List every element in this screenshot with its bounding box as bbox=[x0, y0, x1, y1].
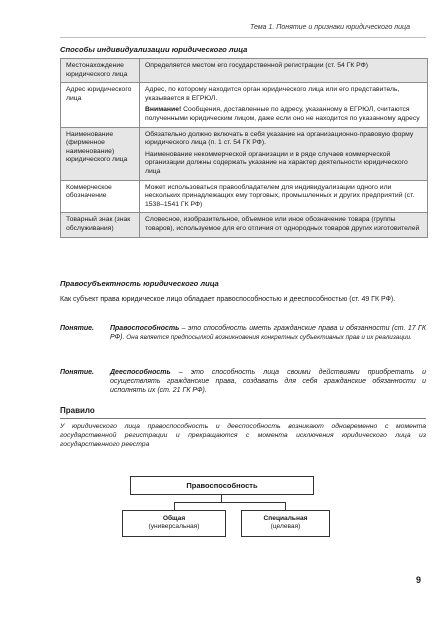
row-description bbox=[140, 213, 427, 236]
row-text: Наименование некоммерческой организации и в ряде случаев коммерческой организации должны содержать указание на характер деятельности юридического лица bbox=[145, 150, 408, 175]
special-subtitle: (целевая) bbox=[270, 523, 301, 530]
rule-text: У юридического лица правоспособность и дееспособность возникают одновременно с момента государственной регистрации и прекращаются с момента исключения юридического лица из государственного реестра bbox=[60, 423, 426, 448]
table-row bbox=[61, 212, 427, 236]
definition-label: Понятие. bbox=[60, 369, 94, 376]
diagram-connector bbox=[285, 502, 286, 510]
row-text: Определяется местом его государственной регистрации (ст. 54 ГК РФ) bbox=[145, 62, 369, 69]
note-text: Сообщения, доставленные по адресу, указанному в ЕГРЮЛ, считаются полученными юридическим лицом, даже если оно не находится по указанному адресу bbox=[145, 106, 420, 122]
definition-legal-capacity bbox=[60, 324, 426, 342]
note-label: Внимание! bbox=[145, 106, 182, 114]
row-term: Товарный знак (знак обслуживания) bbox=[61, 213, 140, 236]
row-note bbox=[145, 106, 422, 123]
definition-text bbox=[110, 324, 426, 342]
definition-dash: – bbox=[170, 369, 191, 376]
definition-label: Понятие. bbox=[60, 325, 94, 332]
section-title-legal-personality: Правосубъектность юридического лица bbox=[60, 279, 219, 288]
row-term: Адрес юридического лица bbox=[61, 83, 140, 126]
intro-paragraph: Как субъект права юридическое лицо обладает правоспособностью и дееспособностью (ст. 49 ГК РФ). bbox=[60, 296, 396, 303]
definition-dash: – bbox=[179, 325, 188, 332]
definition-term: Дееспособность bbox=[110, 369, 171, 376]
running-title: Тема 1. Понятие и признаки юридического лица bbox=[250, 24, 410, 31]
general-title: Общая bbox=[162, 515, 186, 522]
definition-capacity-to-act bbox=[60, 368, 426, 395]
section-title-individualization: Способы индивидуализации юридического лица bbox=[60, 45, 248, 54]
row-description bbox=[140, 128, 427, 180]
row-term: Наименование (фирменное наименование) юридического лица bbox=[61, 128, 140, 180]
diagram-connector bbox=[174, 502, 175, 510]
diagram-special-box bbox=[241, 510, 330, 537]
diagram-connector bbox=[174, 502, 286, 503]
rule-title: Правило bbox=[60, 406, 95, 415]
row-text: Может использоваться правообладателем для индивидуализации одного или нескольких принадлежащих ему торговых, промышленных и других предприятий (ст. 1538–1541 ГК РФ) bbox=[145, 183, 415, 208]
diagram-root-box: Правоспособность bbox=[130, 476, 314, 495]
header-divider bbox=[60, 37, 426, 38]
definition-term: Правоспособность bbox=[110, 325, 180, 332]
definition-small: Она является предпосылкой возникновения конкретных субъективных прав и их реализации. bbox=[124, 334, 412, 341]
definition-text bbox=[110, 368, 426, 395]
row-text: Обязательно должно включать в себя указание на организационно-правовую форму юридического лица (п. 1 ст. 54 ГК РФ). bbox=[145, 130, 414, 147]
table-row bbox=[61, 180, 427, 213]
table-row bbox=[61, 59, 427, 82]
row-text: Адрес, по которому находится орган юридического лица или его представитель, указывается в ЕГРЮЛ. bbox=[145, 86, 400, 102]
definition-body: это способность лица своими действиями приобретать и осуществлять гражданские права, создавать для себя гражданские обязанности и исполнять их (ст. 21 ГК РФ). bbox=[110, 369, 426, 394]
row-text: Словесное, изобразительное, объемное или иное обозначение товара (группы товаров), используемое для его отличия от однородных товаров других изготовителей bbox=[145, 216, 420, 232]
row-term: Коммерческое обозначение bbox=[61, 181, 140, 213]
general-subtitle: (универсальная) bbox=[148, 523, 200, 530]
row-description bbox=[140, 181, 427, 213]
diagram-general-box bbox=[122, 510, 226, 537]
table-row bbox=[61, 82, 427, 126]
row-term: Местонахождение юридического лица bbox=[61, 59, 140, 82]
row-description bbox=[140, 83, 427, 126]
table-row bbox=[61, 127, 427, 180]
row-description bbox=[140, 59, 427, 82]
individualization-table bbox=[60, 58, 428, 238]
definition-body: это способность иметь гражданские права и обязанности (ст. 17 ГК РФ). bbox=[110, 325, 426, 341]
page-number: 9 bbox=[416, 575, 422, 585]
rule-divider bbox=[60, 418, 426, 419]
special-title: Специальная bbox=[263, 515, 308, 522]
diagram-connector bbox=[221, 495, 222, 502]
